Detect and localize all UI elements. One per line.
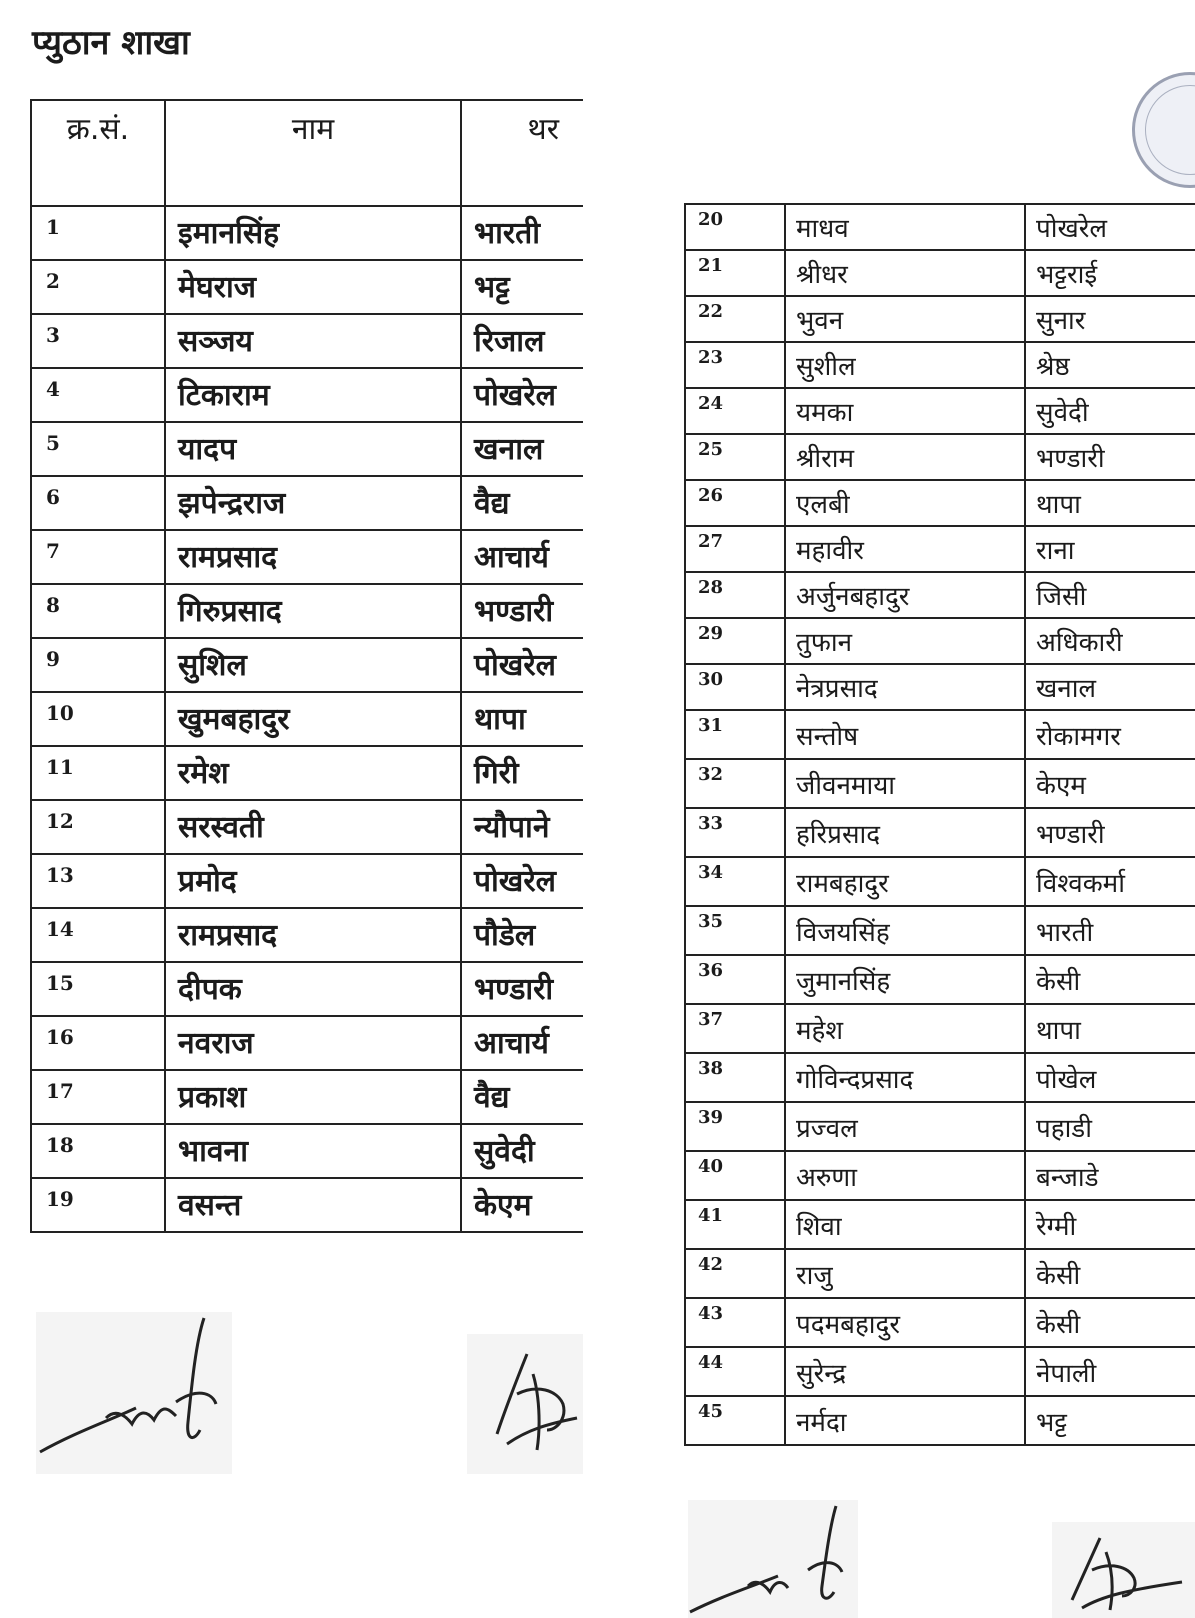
row-number: 32: [685, 759, 785, 808]
member-name: नेत्रप्रसाद: [785, 664, 1025, 710]
table-row: [31, 422, 583, 476]
member-surname: पोखरेल: [1025, 204, 1195, 250]
member-name: विजयसिंह: [785, 906, 1025, 955]
table-row: [685, 388, 1195, 434]
row-number: 11: [31, 746, 165, 800]
member-name: एलबी: [785, 480, 1025, 526]
header-sn: क्र.सं.: [31, 100, 165, 206]
member-name: महेश: [785, 1004, 1025, 1053]
row-number: 3: [31, 314, 165, 368]
member-name: इमानसिंह: [165, 206, 461, 260]
table-row: [685, 664, 1195, 710]
table-row: [685, 710, 1195, 759]
member-surname: वैद्य: [461, 476, 583, 530]
member-surname: पोखरेल: [461, 368, 583, 422]
member-surname: विश्वकर्मा: [1025, 857, 1195, 906]
row-number: 7: [31, 530, 165, 584]
row-number: 14: [31, 908, 165, 962]
member-surname: सुवेदी: [461, 1124, 583, 1178]
table-row: [31, 368, 583, 422]
row-number: 22: [685, 296, 785, 342]
member-name: अर्जुनबहादुर: [785, 572, 1025, 618]
member-name: मेघराज: [165, 260, 461, 314]
row-number: 4: [31, 368, 165, 422]
row-number: 6: [31, 476, 165, 530]
member-surname: केसी: [1025, 955, 1195, 1004]
members-table-right: [684, 203, 1195, 1446]
row-number: 23: [685, 342, 785, 388]
row-number: 42: [685, 1249, 785, 1298]
table-row: [685, 1347, 1195, 1396]
member-surname: जिसी: [1025, 572, 1195, 618]
row-number: 35: [685, 906, 785, 955]
table-row: [685, 434, 1195, 480]
table-row: [31, 530, 583, 584]
member-surname: पोखेल: [1025, 1053, 1195, 1102]
signature-1-right: [688, 1500, 858, 1618]
row-number: 10: [31, 692, 165, 746]
member-name: भावना: [165, 1124, 461, 1178]
member-surname: सुनार: [1025, 296, 1195, 342]
member-surname: आचार्य: [461, 530, 583, 584]
row-number: 30: [685, 664, 785, 710]
member-surname: रिजाल: [461, 314, 583, 368]
table-row: [31, 206, 583, 260]
member-name: दीपक: [165, 962, 461, 1016]
member-name: गोविन्दप्रसाद: [785, 1053, 1025, 1102]
signature-icon: [36, 1312, 232, 1474]
table-row: [685, 1004, 1195, 1053]
table-row: [685, 250, 1195, 296]
row-number: 41: [685, 1200, 785, 1249]
row-number: 26: [685, 480, 785, 526]
table-row: [685, 1298, 1195, 1347]
member-surname: भट्ट: [461, 260, 583, 314]
member-surname: अधिकारी: [1025, 618, 1195, 664]
member-name: वसन्त: [165, 1178, 461, 1232]
table-row: [31, 746, 583, 800]
signature-icon: [1052, 1522, 1195, 1618]
row-number: 12: [31, 800, 165, 854]
row-number: 45: [685, 1396, 785, 1445]
member-surname: भण्डारी: [461, 962, 583, 1016]
member-name: सुरेन्द्र: [785, 1347, 1025, 1396]
member-surname: खनाल: [461, 422, 583, 476]
member-surname: थापा: [1025, 1004, 1195, 1053]
row-number: 20: [685, 204, 785, 250]
member-surname: भारती: [1025, 906, 1195, 955]
row-number: 16: [31, 1016, 165, 1070]
row-number: 27: [685, 526, 785, 572]
signature-icon: [467, 1334, 583, 1474]
member-name: शिवा: [785, 1200, 1025, 1249]
header-surname: थर: [461, 100, 583, 206]
row-number: 43: [685, 1298, 785, 1347]
table-row: [685, 1200, 1195, 1249]
row-number: 15: [31, 962, 165, 1016]
member-name: सरस्वती: [165, 800, 461, 854]
row-number: 38: [685, 1053, 785, 1102]
row-number: 39: [685, 1102, 785, 1151]
row-number: 8: [31, 584, 165, 638]
member-name: सुशिल: [165, 638, 461, 692]
row-number: 17: [31, 1070, 165, 1124]
member-name: यमका: [785, 388, 1025, 434]
member-name: सञ्जय: [165, 314, 461, 368]
member-name: रमेश: [165, 746, 461, 800]
table-row: [685, 572, 1195, 618]
table-row: [685, 808, 1195, 857]
member-surname: नेपाली: [1025, 1347, 1195, 1396]
row-number: 25: [685, 434, 785, 480]
row-number: 33: [685, 808, 785, 857]
table-row: [685, 1249, 1195, 1298]
member-name: श्रीधर: [785, 250, 1025, 296]
member-surname: भट्ट: [1025, 1396, 1195, 1445]
row-number: 37: [685, 1004, 785, 1053]
member-name: रामप्रसाद: [165, 530, 461, 584]
row-number: 13: [31, 854, 165, 908]
member-name: हरिप्रसाद: [785, 808, 1025, 857]
member-name: टिकाराम: [165, 368, 461, 422]
table-row: [685, 618, 1195, 664]
table-row: [31, 854, 583, 908]
member-surname: श्रेष्ठ: [1025, 342, 1195, 388]
members-table-left: [30, 99, 583, 1233]
row-number: 34: [685, 857, 785, 906]
row-number: 29: [685, 618, 785, 664]
table-row: [685, 1102, 1195, 1151]
member-surname: राना: [1025, 526, 1195, 572]
table-row: [685, 1151, 1195, 1200]
row-number: 40: [685, 1151, 785, 1200]
member-name: राजु: [785, 1249, 1025, 1298]
table-row: [685, 342, 1195, 388]
table-row: [685, 204, 1195, 250]
table-row: [685, 1053, 1195, 1102]
member-name: रामबहादुर: [785, 857, 1025, 906]
member-name: जीवनमाया: [785, 759, 1025, 808]
member-name: खुमबहादुर: [165, 692, 461, 746]
table-row: [685, 296, 1195, 342]
member-surname: रोकामगर: [1025, 710, 1195, 759]
table-row: [31, 638, 583, 692]
member-surname: भारती: [461, 206, 583, 260]
member-name: यादप: [165, 422, 461, 476]
table-row: [31, 692, 583, 746]
row-number: 5: [31, 422, 165, 476]
table-header-row: [31, 100, 583, 206]
table-row: [685, 759, 1195, 808]
member-surname: केसी: [1025, 1298, 1195, 1347]
member-surname: वैद्य: [461, 1070, 583, 1124]
table-row: [31, 476, 583, 530]
member-surname: रेग्मी: [1025, 1200, 1195, 1249]
member-surname: न्यौपाने: [461, 800, 583, 854]
member-name: रामप्रसाद: [165, 908, 461, 962]
member-surname: पौडेल: [461, 908, 583, 962]
member-name: झपेन्द्रराज: [165, 476, 461, 530]
table-row: [31, 1070, 583, 1124]
member-surname: थापा: [1025, 480, 1195, 526]
table-row: [31, 1124, 583, 1178]
row-number: 9: [31, 638, 165, 692]
row-number: 2: [31, 260, 165, 314]
table-row: [685, 955, 1195, 1004]
table-row: [31, 908, 583, 962]
page-title: प्युठान शाखा: [32, 23, 190, 63]
member-name: सन्तोष: [785, 710, 1025, 759]
member-name: सुशील: [785, 342, 1025, 388]
member-surname: केएम: [461, 1178, 583, 1232]
member-name: प्रज्वल: [785, 1102, 1025, 1151]
row-number: 28: [685, 572, 785, 618]
table-row: [31, 314, 583, 368]
member-surname: गिरी: [461, 746, 583, 800]
member-surname: बन्जाडे: [1025, 1151, 1195, 1200]
member-surname: सुवेदी: [1025, 388, 1195, 434]
member-name: अरुणा: [785, 1151, 1025, 1200]
row-number: 24: [685, 388, 785, 434]
table-row: [31, 260, 583, 314]
member-name: तुफान: [785, 618, 1025, 664]
member-name: प्रमोद: [165, 854, 461, 908]
table-row: [685, 480, 1195, 526]
member-surname: पोखरेल: [461, 854, 583, 908]
official-seal-stamp: [1132, 72, 1195, 188]
member-surname: पहाडी: [1025, 1102, 1195, 1151]
row-number: 31: [685, 710, 785, 759]
row-number: 19: [31, 1178, 165, 1232]
table-row: [31, 800, 583, 854]
member-name: प्रकाश: [165, 1070, 461, 1124]
member-name: नवराज: [165, 1016, 461, 1070]
row-number: 44: [685, 1347, 785, 1396]
table-row: [685, 1396, 1195, 1445]
row-number: 18: [31, 1124, 165, 1178]
member-surname: भण्डारी: [1025, 434, 1195, 480]
member-name: जुमानसिंह: [785, 955, 1025, 1004]
row-number: 21: [685, 250, 785, 296]
signature-1-left: [36, 1312, 232, 1474]
member-surname: खनाल: [1025, 664, 1195, 710]
member-surname: भट्टराई: [1025, 250, 1195, 296]
member-surname: केएम: [1025, 759, 1195, 808]
member-name: नर्मदा: [785, 1396, 1025, 1445]
table-row: [31, 1178, 583, 1232]
member-surname: आचार्य: [461, 1016, 583, 1070]
header-name: नाम: [165, 100, 461, 206]
member-name: महावीर: [785, 526, 1025, 572]
table-row: [31, 962, 583, 1016]
member-surname: भण्डारी: [1025, 808, 1195, 857]
row-number: 36: [685, 955, 785, 1004]
table-row: [685, 906, 1195, 955]
member-name: गिरुप्रसाद: [165, 584, 461, 638]
member-name: माधव: [785, 204, 1025, 250]
member-surname: भण्डारी: [461, 584, 583, 638]
table-row: [31, 584, 583, 638]
row-number: 1: [31, 206, 165, 260]
member-surname: पोखरेल: [461, 638, 583, 692]
member-name: श्रीराम: [785, 434, 1025, 480]
member-name: पदमबहादुर: [785, 1298, 1025, 1347]
table-row: [31, 1016, 583, 1070]
signature-2-right: [1052, 1522, 1195, 1618]
member-name: भुवन: [785, 296, 1025, 342]
table-row: [685, 857, 1195, 906]
table-row: [685, 526, 1195, 572]
member-surname: केसी: [1025, 1249, 1195, 1298]
signature-icon: [688, 1500, 858, 1618]
member-surname: थापा: [461, 692, 583, 746]
signature-2-left: [467, 1334, 583, 1474]
